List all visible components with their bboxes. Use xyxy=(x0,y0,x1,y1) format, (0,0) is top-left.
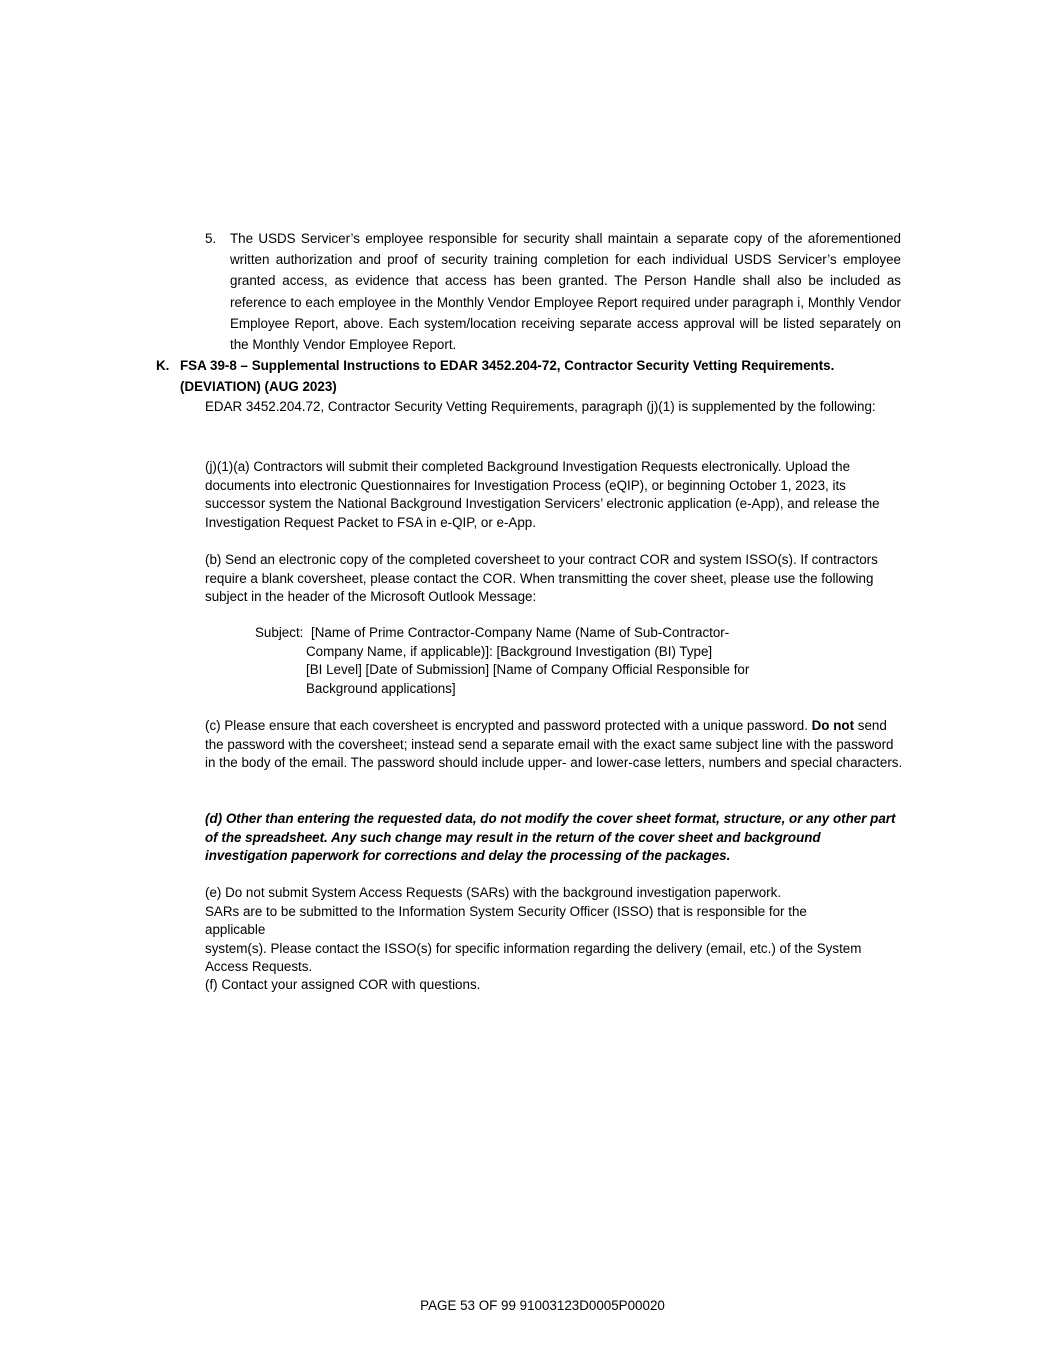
subject-line-1: [Name of Prime Contractor-Company Name (Name of Sub-Contractor- xyxy=(311,625,730,640)
list-item-5 xyxy=(205,228,901,355)
section-title: FSA 39-8 – Supplemental Instructions to EDAR 3452.204-72, Contractor Security Vetting Requirements. (DEVIATION) (AUG 2023) xyxy=(180,358,835,394)
subject-line-3: [BI Level] [Date of Submission] [Name of Company Official Responsible for xyxy=(306,662,750,678)
paragraph-b: (b) Send an electronic copy of the completed coversheet to your contract COR and system ISSO(s). If contractors require a blank coversheet, please contact the COR. When transmitting the cover sheet, please use the following subject in the header of the Microsoft Outlook Message: xyxy=(205,552,878,605)
subject-line-4: Background applications] xyxy=(306,680,456,696)
list-item-text: The USDS Servicer’s employee responsible for security shall maintain a separate copy of the aforementioned written authorization and proof of security training completion for each individual USDS Servicer’s employee granted access, as evidence that access has been granted. The Person Handle shall also be included as reference to each employee in the Monthly Vendor Employee Report required under paragraph i, Monthly Vendor Employee Report, above. Each system/location receiving separate access approval will be listed separately on the Monthly Vendor Employee Report. xyxy=(230,231,901,353)
intro-paragraph: EDAR 3452.204.72, Contractor Security Vetting Requirements, paragraph (j)(1) is supplemented by the following: xyxy=(205,399,876,414)
section-k-heading xyxy=(156,355,901,397)
section-letter: K. xyxy=(156,358,170,373)
email-subject-template xyxy=(255,624,815,698)
subject-line-2: Company Name, if applicable)]: [Background Investigation (BI) Type] xyxy=(306,643,713,659)
paragraph-a: (j)(1)(a) Contractors will submit their completed Background Investigation Requests electronically. Upload the documents into electronic Questionnaires for Investigation Process (eQIP), or beginning October 1, 2023, its successor system the National Background Investigation Servicers’ electronic application (e-App), and release the Investigation Request Packet to FSA in e-QIP, or e-App. xyxy=(205,459,880,530)
subject-label: Subject: xyxy=(255,625,304,640)
paragraph-c-emphasis: Do not xyxy=(811,718,855,733)
paragraph-c xyxy=(205,717,905,773)
paragraph-c-part2: send the password with the coversheet; instead send a separate email with the exact same subject line with the password in the body of the email. The password should include upper- and lower-case letters, numbers and special characters. xyxy=(205,718,903,771)
paragraph-e-line2: system(s). Please contact the ISSO(s) for specific information regarding the delivery (email, etc.) of the System Access Requests. xyxy=(205,940,862,975)
paragraph-e xyxy=(205,884,905,977)
paragraph-d: (d) Other than entering the requested data, do not modify the cover sheet format, structure, or any other part of the spreadsheet. Any such change may result in the return of the cover sheet and background investigation paperwork for corrections and delay the processing of the packages. xyxy=(205,811,896,864)
paragraph-c-part1: (c) Please ensure that each coversheet is encrypted and password protected with a unique password. xyxy=(205,718,812,733)
paragraph-e-line1: (e) Do not submit System Access Requests (SARs) with the background investigation paperwork. SARs are to be submitted to the Information System Security Officer (ISSO) that is responsible for the applicable xyxy=(205,885,807,938)
paragraph-f: (f) Contact your assigned COR with questions. xyxy=(205,977,481,992)
page-footer: PAGE 53 OF 99 91003123D0005P00020 xyxy=(420,1298,665,1313)
list-item-number: 5. xyxy=(205,231,217,246)
